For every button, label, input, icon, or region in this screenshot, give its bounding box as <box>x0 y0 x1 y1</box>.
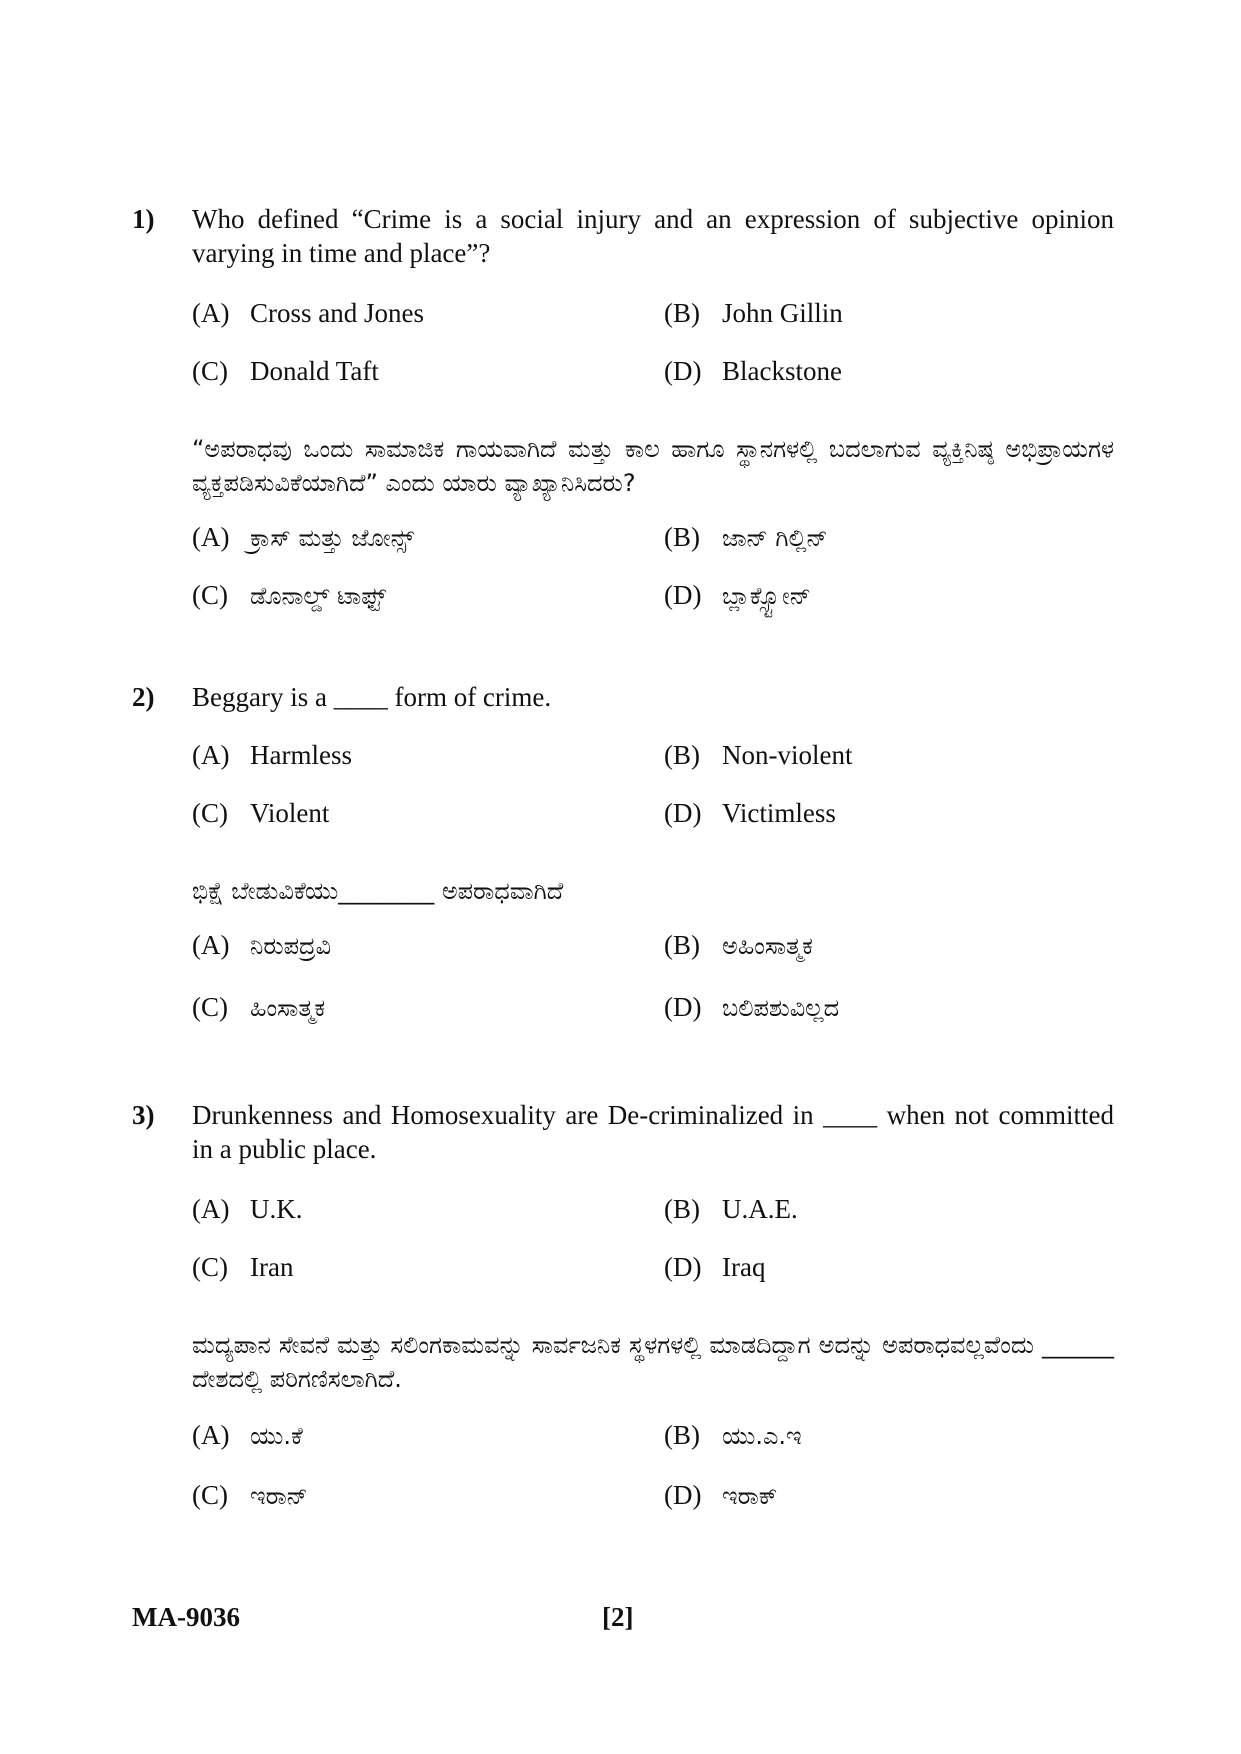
option-a <box>192 1418 303 1453</box>
option-text: Non-violent <box>722 740 853 770</box>
option-letter: (A) <box>192 930 230 960</box>
option-c <box>192 990 325 1025</box>
question-text-kannada: “ಅಪರಾಧವು ಒಂದು ಸಾಮಾಜಿಕ ಗಾಯವಾಗಿದೆ ಮತ್ತು ಕಾಲ ಹಾಗೂ ಸ್ಥಾನಗಳಲ್ಲಿ ಬದಲಾಗುವ ವ್ಯಕ್ತಿನಿಷ್ಠ ಅಭಿಪ್ರಾಯಗಳ ವ್ಯಕ್ತಪಡಿಸುವಿಕೆಯಾಗಿದೆ” ಎಂದು ಯಾರು ವ್ಯಾಖ್ಯಾನಿಸಿದರು? <box>192 435 1114 497</box>
option-b <box>664 1192 798 1226</box>
options-kannada <box>192 1406 1114 1524</box>
options-kannada <box>192 918 1114 1036</box>
option-letter: (D) <box>664 1252 702 1282</box>
option-letter: (C) <box>192 798 228 828</box>
option-letter: (C) <box>192 580 228 610</box>
option-text: ಡೊನಾಲ್ಡ್ ಟಾಫ್ಟ್ <box>250 582 387 610</box>
option-d <box>664 354 842 388</box>
option-text: ನಿರುಪದ್ರವಿ <box>250 932 332 960</box>
option-text: Violent <box>250 798 330 828</box>
question-number: 2) <box>132 682 155 712</box>
option-c <box>192 354 379 388</box>
question-number: 3) <box>132 1100 155 1130</box>
option-text: U.A.E. <box>722 1194 798 1224</box>
option-text: Cross and Jones <box>250 298 424 328</box>
option-letter: (D) <box>664 356 702 386</box>
options-english <box>192 726 1114 844</box>
option-letter: (C) <box>192 1252 228 1282</box>
question-body <box>192 202 1114 626</box>
option-text: Iraq <box>722 1252 766 1282</box>
question-text-kannada: ಮದ್ಯಪಾನ ಸೇವನೆ ಮತ್ತು ಸಲಿಂಗಕಾಮವನ್ನು ಸಾರ್ವಜನಿಕ ಸ್ಥಳಗಳಲ್ಲಿ ಮಾಡದಿದ್ದಾಗ ಅದನ್ನು ಅಪರಾಧವಲ್ಲವೆಂದು ______ ದೇಶದಲ್ಲಿ ಪರಿಗಣಿಸಲಾಗಿದೆ. <box>192 1331 1114 1393</box>
question-body <box>192 680 1114 1036</box>
option-c <box>192 796 329 830</box>
option-c <box>192 578 386 613</box>
option-text: Iran <box>250 1252 294 1282</box>
option-text: Blackstone <box>722 356 842 386</box>
options-kannada <box>192 508 1114 626</box>
option-a <box>192 1192 303 1226</box>
option-c <box>192 1478 308 1513</box>
option-text: ಬ್ಲಾಕ್ಸ್ಟೋನ್ <box>722 582 811 610</box>
option-letter: (C) <box>192 1480 228 1510</box>
option-c <box>192 1250 293 1284</box>
question-text-english: Drunkenness and Homosexuality are De-criminalized in ____ when not committed in a public place. <box>192 1100 1114 1164</box>
options-english <box>192 1180 1114 1298</box>
question-text-english: Beggary is a ____ form of crime. <box>192 682 552 712</box>
question-body <box>192 1098 1114 1524</box>
option-letter: (C) <box>192 356 228 386</box>
option-d <box>664 990 839 1025</box>
option-b <box>664 928 813 963</box>
option-b <box>664 738 852 772</box>
option-b <box>664 296 843 330</box>
page-number: [2] <box>602 1602 634 1632</box>
option-a <box>192 296 424 330</box>
option-text: ಜಾನ್ ಗಿಲ್ಲಿನ್ <box>722 524 828 552</box>
option-b <box>664 1418 802 1453</box>
option-text: ಯು.ಎ.ಇ <box>722 1422 802 1450</box>
option-text: John Gillin <box>722 298 843 328</box>
option-letter: (B) <box>664 298 700 328</box>
option-letter: (B) <box>664 1194 700 1224</box>
option-text: U.K. <box>250 1194 303 1224</box>
option-text: ಅಹಿಂಸಾತ್ಮಕ <box>722 932 813 960</box>
option-text: Victimless <box>722 798 836 828</box>
option-letter: (D) <box>664 798 702 828</box>
question-number: 1) <box>132 204 155 234</box>
option-text: Harmless <box>250 740 352 770</box>
option-d <box>664 796 836 830</box>
option-letter: (C) <box>192 992 228 1022</box>
option-text: ಕ್ರಾಸ್ ಮತ್ತು ಜೋನ್ಸ್ <box>250 524 415 552</box>
option-text: ಬಲಿಪಶುವಿಲ್ಲದ <box>722 994 840 1022</box>
option-letter: (D) <box>664 1480 702 1510</box>
option-letter: (A) <box>192 1420 230 1450</box>
option-b <box>664 520 828 555</box>
option-text: ಹಿಂಸಾತ್ಮಕ <box>250 994 326 1022</box>
option-letter: (A) <box>192 740 230 770</box>
option-letter: (B) <box>664 740 700 770</box>
option-a <box>192 928 331 963</box>
option-letter: (B) <box>664 1420 700 1450</box>
option-text: ಯು.ಕೆ <box>250 1422 303 1450</box>
option-a <box>192 738 352 772</box>
option-a <box>192 520 414 555</box>
option-letter: (A) <box>192 522 230 552</box>
option-letter: (B) <box>664 930 700 960</box>
option-text: ಇರಾಕ್ <box>722 1482 778 1510</box>
paper-code: MA-9036 <box>132 1602 240 1632</box>
option-d <box>664 578 811 613</box>
option-letter: (B) <box>664 522 700 552</box>
option-text: ಇರಾನ್ <box>250 1482 308 1510</box>
option-letter: (A) <box>192 298 230 328</box>
option-letter: (D) <box>664 992 702 1022</box>
option-letter: (A) <box>192 1194 230 1224</box>
question-text-kannada: ಭಿಕ್ಷೆ ಬೇಡುವಿಕೆಯು________ ಅಪರಾಧವಾಗಿದೆ <box>192 877 564 905</box>
option-d <box>664 1478 777 1513</box>
option-text: Donald Taft <box>250 356 379 386</box>
option-letter: (D) <box>664 580 702 610</box>
option-d <box>664 1250 765 1284</box>
options-english <box>192 284 1114 402</box>
question-text-english: Who defined “Crime is a social injury and an expression of subjective opinion varying in time and place”? <box>192 204 1114 268</box>
